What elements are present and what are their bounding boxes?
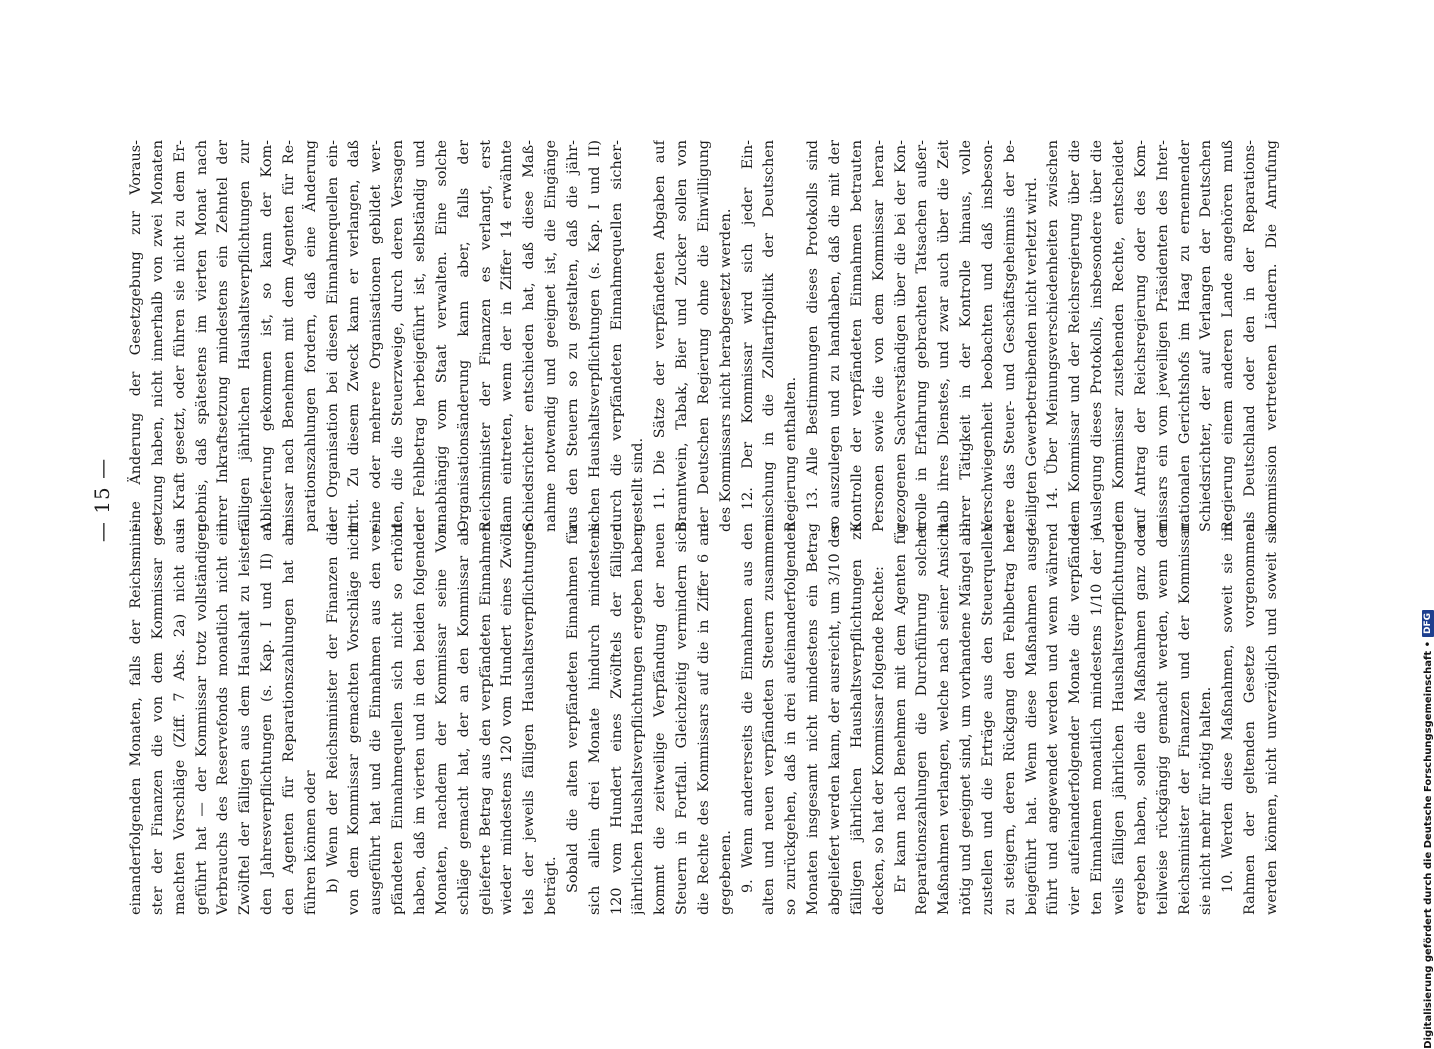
text-line: schläge gemacht hat, der an den Kommissar ab-	[455, 523, 472, 915]
text-line: Personen sowie die von dem Kommissar heran-	[870, 140, 887, 532]
text-column-left	[126, 523, 1284, 915]
text-line: eine Änderung der Gesetzgebung zur Voraus-	[128, 140, 144, 532]
text-line: 12. Der Kommissar wird sich jeder Ein-	[739, 140, 756, 510]
text-line: halb ihres Dienstes, und zwar auch über die Zeit	[936, 140, 953, 532]
text-line: dann eintreten, wenn der in Ziffer 14 erwähnte	[499, 140, 516, 532]
text-line: vier aufeinanderfolgender Monate die verpfände-	[1067, 523, 1084, 915]
text-line: setzung haben, nicht innerhalb von zwei Monaten	[149, 140, 166, 532]
text-line: so zurückgehen, daß in drei aufeinanderfolgenden	[783, 523, 800, 915]
text-line: Reichsminister der Finanzen es verlangt, erst	[477, 140, 494, 532]
text-line: kommission vertretenen Ländern. Die Anrufung	[1263, 140, 1280, 532]
text-line: Regierung einem anderen Lande angehören muß	[1220, 140, 1237, 532]
text-line: beigeführt hat. Wenn diese Maßnahmen ausge-	[1023, 523, 1040, 915]
text-line: Ablieferung gekommen ist, so kann der Kom-	[259, 140, 276, 532]
text-line: jährlichen Haushaltsverpflichtungen ergeben haben,	[630, 523, 647, 915]
text-line: ausgeführt hat und die Einnahmen aus den ver-	[368, 523, 385, 915]
text-line: Branntwein, Tabak, Bier und Zucker sollen von	[674, 140, 691, 532]
text-line: gezogenen Sachverständigen über die bei der Kon-	[892, 140, 909, 532]
text-line: zustellen und die Erträge aus den Steuerquellen	[979, 523, 996, 915]
text-line: 10. Werden diese Maßnahmen, soweit sie im	[1220, 523, 1237, 893]
text-line: ten Einnahmen monatlich mindestens 1/10 der je-	[1089, 523, 1106, 915]
text-line: lichen Haushaltsverpflichtungen (s. Kap. I und II)	[586, 140, 603, 532]
text-line: missars ein vom jeweiligen Präsidenten des Inter-	[1154, 140, 1171, 532]
text-line: weils fälligen jährlichen Haushaltsverpflichtungen	[1110, 523, 1127, 915]
text-line: pfändeten Einnahmequellen sich nicht so erhöht	[390, 523, 407, 915]
text-line: haben, daß im vierten und in den beiden folgenden	[411, 523, 428, 915]
text-line: als Deutschland oder den in der Reparations-	[1242, 140, 1259, 532]
text-line: der Fehlbetrag herbeigeführt ist, selbständig und	[411, 140, 428, 532]
text-line: geführt hat — der Kommissar trotz vollständigen	[193, 523, 210, 915]
text-line: Organisationsänderung kann aber, falls der	[455, 140, 472, 532]
text-line: Zwölftel der fälligen aus dem Haushalt zu leisten-	[237, 523, 254, 915]
text-line: ergeben haben, sollen die Maßnahmen ganz oder	[1132, 523, 1149, 915]
digitization-sidebar	[1420, 0, 1434, 1049]
text-line: ihrer Tätigkeit in der Kontrolle hinaus, volle	[958, 140, 975, 532]
text-line: missar nach Benehmen mit dem Agenten für Re-	[280, 140, 297, 532]
text-line: Monaten insgesamt nicht mindestens ein Betrag	[805, 523, 822, 915]
text-line: alten und neuen verpfändeten Steuern zusammen	[761, 523, 778, 915]
page-number: — 15 —	[90, 457, 114, 543]
text-line: der Organisation bei diesen Einnahmequellen ein-	[324, 140, 341, 532]
text-line: zu steigern, deren Rückgang den Fehlbetrag her-	[1001, 523, 1018, 915]
text-line: sie nicht mehr für nötig halten.	[1198, 686, 1215, 915]
text-line: Schiedsrichter entschieden hat, daß diese Maß-	[521, 140, 538, 532]
text-line: Maßnahmen verlangen, welche nach seiner Ansicht	[936, 523, 953, 915]
text-line: in Kraft gesetzt, oder führen sie nicht zu dem Er-	[171, 140, 188, 532]
text-line: des Kommissars nicht herabgesetzt werden.	[717, 208, 734, 532]
text-line: Sobald die alten verpfändeten Einnahmen für	[564, 523, 581, 893]
text-line: Verbrauchs des Reservefonds monatlich nicht ein	[215, 523, 232, 915]
text-line: Reichsminister der Finanzen und der Kommissar	[1176, 523, 1193, 915]
text-line: machten Vorschläge (Ziff. 7 Abs. 2a) nicht aus-	[171, 523, 188, 915]
text-line: nationalen Gerichtshofs im Haag zu ernennender	[1176, 140, 1193, 532]
text-line: beträgt.	[543, 856, 560, 915]
text-line: führen können oder	[302, 770, 319, 915]
text-line: 13. Alle Bestimmungen dieses Protokolls sind	[805, 140, 822, 510]
text-line: nahme notwendig und geeignet ist, die Eingänge	[543, 140, 560, 532]
text-line: Verschwiegenheit beobachten und daß insbeson-	[979, 140, 996, 532]
digitization-notice	[1420, 0, 1434, 1049]
text-line: führt und angewendet werden und wenn während	[1045, 523, 1062, 915]
text-line: gegebenen.	[717, 830, 734, 915]
text-line: decken, so hat der Kommissar folgende Rechte:	[870, 566, 887, 915]
text-line: ster der Finanzen die von dem Kommissar ge-	[149, 523, 166, 915]
text-line: der Deutschen Regierung ohne die Einwilligung	[695, 140, 712, 532]
text-line: 9. Wenn andererseits die Einnahmen aus den	[739, 523, 756, 893]
digitization-notice-text: Digitalisierung gefördert durch die Deutsche Forschungsgemeinschaft •	[1422, 641, 1434, 1049]
text-line: fälligen jährlichen Haushaltsverpflichtungen zu	[848, 523, 865, 915]
text-line: Er kann nach Benehmen mit dem Agenten für	[892, 523, 909, 893]
text-line: aus den Steuern so zu gestalten, daß die jähr-	[564, 140, 581, 532]
text-line: dem Kommissar und der Reichsregierung über die	[1067, 140, 1084, 532]
text-line: gebnis, daß spätestens im vierten Monat nach	[193, 140, 210, 532]
text-line: Reparationszahlungen die Durchführung solcher	[914, 523, 931, 915]
text-line: Regierung enthalten.	[783, 376, 800, 532]
text-line: die Rechte des Kommissars auf die in Ziffer 6 an-	[695, 523, 712, 915]
text-line: trolle in Erfahrung gebrachten Tatsachen außer-	[914, 140, 931, 532]
text-column-right	[126, 140, 1284, 532]
text-line: b) Wenn der Reichsminister der Finanzen die	[324, 523, 341, 893]
text-line: Auslegung dieses Protokolls, insbesondere über die	[1089, 140, 1106, 532]
text-line: durch die verpfändeten Einnahmequellen sicher-	[608, 140, 625, 532]
text-line: unabhängig vom Staat verwalten. Eine solche	[433, 140, 450, 532]
text-line: Schiedsrichter, der auf Verlangen der Deutschen	[1198, 140, 1215, 532]
text-line: werden können, nicht unverzüglich und soweit sie	[1263, 523, 1280, 915]
text-line: 14. Über Meinungsverschiedenheiten zwischen	[1045, 140, 1062, 510]
text-line: parationszahlungen fordern, daß eine Änderung	[302, 140, 319, 532]
text-line: gestellt sind.	[630, 437, 647, 532]
text-line: einanderfolgenden Monaten, falls der Reichsmini-	[128, 523, 144, 915]
text-line: von dem Kommissar gemachten Vorschläge nicht	[346, 523, 363, 915]
text-line: 11. Die Sätze der verpfändeten Abgaben auf	[652, 140, 669, 510]
text-line: sich allein drei Monate hindurch mindestens	[586, 523, 603, 915]
text-line: tels der jeweils fälligen Haushaltsverpflichtungen	[521, 523, 538, 915]
text-line: teiligten Gewerbetreibenden nicht verletzt wird.	[1023, 177, 1040, 532]
text-line: den Jahresverpflichtungen (s. Kap. I und II) an	[259, 523, 276, 915]
text-line: mischung in die Zolltarifpolitik der Deutschen	[761, 140, 778, 532]
dfg-logo: DFG	[1422, 610, 1434, 637]
text-line: dem Kommissar zustehenden Rechte, entscheidet	[1110, 140, 1127, 532]
text-line: 120 vom Hundert eines Zwölftels der fälligen	[608, 523, 625, 915]
text-line: eine oder mehrere Organisationen gebildet wer-	[368, 140, 385, 532]
text-line: fälligen jährlichen Haushaltsverpflichtungen zur	[237, 140, 254, 532]
text-line: teilweise rückgängig gemacht werden, wenn der	[1154, 523, 1171, 915]
text-line: Kontrolle der verpfändeten Einnahmen betrauten	[848, 140, 865, 532]
text-line: kommt die zeitweilige Verpfändung der neuen	[652, 523, 669, 915]
text-line: Monaten, nachdem der Kommissar seine Vor-	[433, 523, 450, 915]
text-line: gelieferte Betrag aus den verpfändeten Einnahmen	[477, 523, 494, 915]
text-line: nötig und geeignet sind, um vorhandene Mängel ab-	[958, 523, 975, 915]
text-line: so auszulegen und zu handhaben, daß die mit der	[827, 140, 843, 532]
text-line: Rahmen der geltenden Gesetze vorgenommen	[1242, 523, 1259, 915]
text-line: auf Antrag der Reichsregierung oder des Kom-	[1132, 140, 1149, 532]
text-line: ihrer Inkraftsetzung mindestens ein Zehntel der	[215, 140, 232, 532]
text-line: den Agenten für Reparationszahlungen hat ab-	[280, 523, 297, 915]
text-line: tritt. Zu diesem Zweck kann er verlangen, daß	[346, 140, 363, 532]
text-line: dere das Steuer- und Geschäftsgeheimnis der be-	[1001, 140, 1018, 532]
text-line: Steuern in Fortfall. Gleichzeitig vermindern sich	[674, 523, 691, 915]
text-line: abgeliefert werden kann, der ausreicht, um 3/10 der	[827, 523, 843, 915]
text-line: den, die die Steuerzweige, durch deren Versagen	[390, 140, 407, 532]
text-line: wieder mindestens 120 vom Hundert eines Zwölf-	[499, 523, 516, 915]
